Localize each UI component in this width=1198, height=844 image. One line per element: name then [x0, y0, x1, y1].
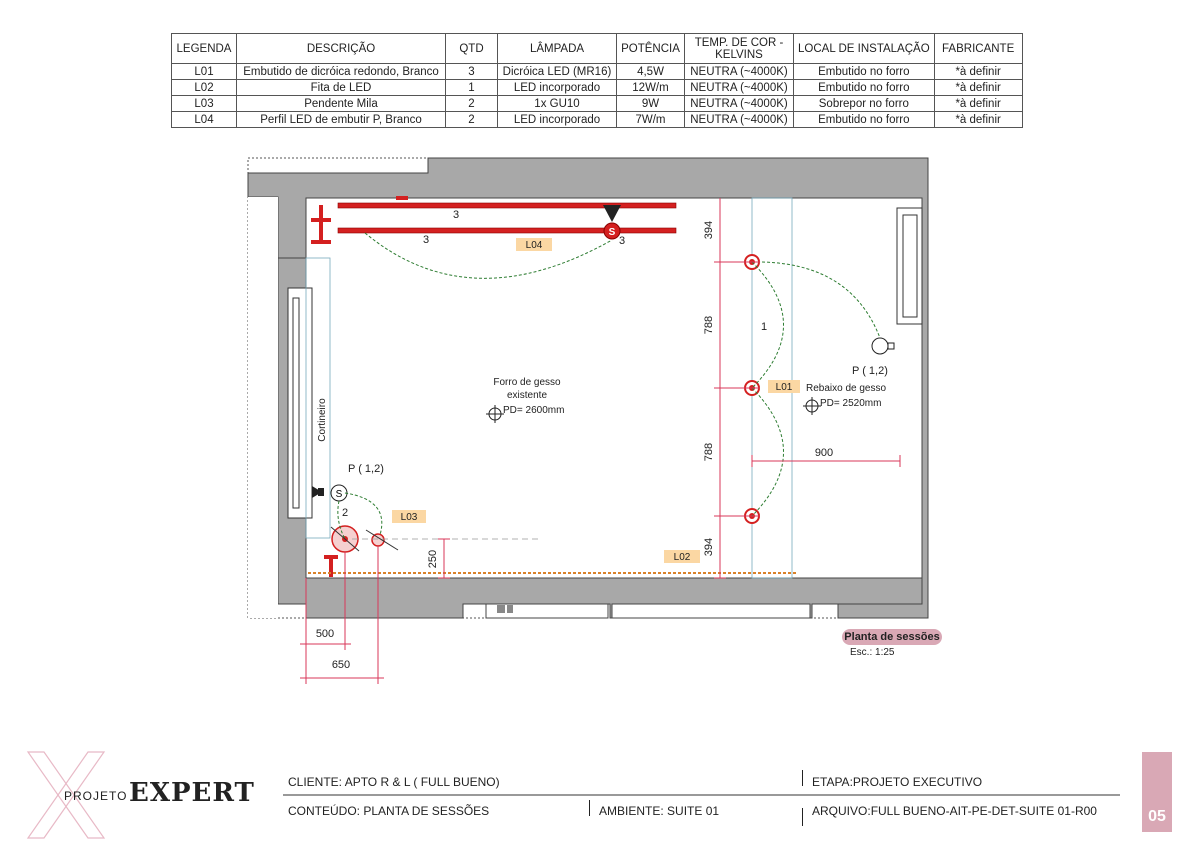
page-number-box	[1142, 752, 1172, 832]
table-cell: L04	[172, 112, 237, 128]
file-value: FULL BUENO-AIT-PE-DET-SUITE 01-R00	[870, 804, 1097, 818]
logo-text-projeto: PROJETO	[64, 789, 128, 803]
window-left	[288, 288, 312, 518]
table-cell: NEUTRA (~4000K)	[685, 96, 794, 112]
table-cell: Embutido no forro	[794, 112, 935, 128]
column-header: QTD	[446, 34, 498, 64]
ceiling-main-label: existente	[506, 390, 548, 401]
client-field	[288, 775, 500, 789]
stage-label: ETAPA:	[812, 775, 853, 789]
switch-box-icon	[888, 343, 894, 349]
table-cell: 1x GU10	[498, 96, 617, 112]
led-profile-upper	[338, 203, 676, 208]
dim-label: 900	[814, 447, 834, 459]
left-void	[248, 197, 278, 618]
wardrobe-opening	[612, 604, 810, 618]
page-number: 05	[1148, 808, 1166, 825]
table-cell: 2	[446, 112, 498, 128]
table-cell: Dicróica LED (MR16)	[498, 64, 617, 80]
window-right-frame	[903, 215, 917, 317]
client-value: APTO R & L ( FULL BUENO)	[344, 775, 500, 789]
table-cell: Embutido no forro	[794, 64, 935, 80]
tag-l02: L02	[673, 552, 691, 563]
table-cell: Embutido de dicróica redondo, Branco	[237, 64, 446, 80]
switch-label-left: P ( 1,2)	[348, 463, 384, 475]
dim-label: 650	[331, 659, 351, 671]
switch-label-right: P ( 1,2)	[852, 365, 888, 377]
switch-icon	[872, 338, 888, 354]
table-cell: NEUTRA (~4000K)	[685, 112, 794, 128]
outlet-icon	[507, 605, 513, 613]
switch-symbol: S	[335, 489, 343, 500]
table-cell: 2	[446, 96, 498, 112]
footer-divider	[802, 770, 803, 786]
table-cell: 7W/m	[617, 112, 685, 128]
dim-label: 788	[703, 315, 715, 335]
client-label: CLIENTE:	[288, 775, 343, 789]
count-label: 3	[619, 235, 626, 247]
dim-label: 394	[703, 537, 715, 557]
column-header: LÂMPADA	[498, 34, 617, 64]
table-cell: Sobrepor no forro	[794, 96, 935, 112]
table-cell: L02	[172, 80, 237, 96]
table-cell: L03	[172, 96, 237, 112]
footer-divider	[589, 800, 590, 816]
table-cell: NEUTRA (~4000K)	[685, 64, 794, 80]
curtain-label: Cortineiro	[317, 398, 328, 442]
table-cell: 12W/m	[617, 80, 685, 96]
file-field	[812, 804, 1097, 818]
stage-value: PROJETO EXECUTIVO	[852, 775, 983, 789]
environment-field	[599, 804, 719, 818]
count-label: 3	[423, 234, 430, 246]
ceiling-right-height: PD= 2520mm	[820, 398, 882, 409]
wall-lamp-base-icon	[318, 488, 324, 496]
table-cell: *à definir	[934, 64, 1022, 80]
t-fixture-base	[311, 240, 331, 244]
environment-label: AMBIENTE:	[599, 804, 664, 818]
column-header: POTÊNCIA	[617, 34, 685, 64]
column-header: LOCAL DE INSTALAÇÃO	[794, 34, 935, 64]
count-label: 2	[342, 507, 349, 519]
section-plan-badge: Planta de sessões	[842, 629, 942, 645]
environment-value: SUITE 01	[667, 804, 720, 818]
dim-label: 788	[703, 442, 715, 462]
t-fixture-bar	[311, 218, 331, 222]
table-cell: 9W	[617, 96, 685, 112]
led-profile-lower	[338, 228, 676, 233]
table-cell: L01	[172, 64, 237, 80]
dim-label: 500	[315, 628, 335, 640]
count-label: 1	[761, 321, 768, 333]
content-label: CONTEÚDO:	[288, 804, 360, 818]
tag-l01: L01	[775, 382, 793, 393]
column-header: FABRICANTE	[934, 34, 1022, 64]
table-cell: Embutido no forro	[794, 80, 935, 96]
outlet-icon	[497, 605, 505, 613]
content-field	[288, 804, 489, 818]
count-label: 3	[453, 209, 460, 221]
table-cell: NEUTRA (~4000K)	[685, 80, 794, 96]
table-cell: Fita de LED	[237, 80, 446, 96]
t-fixture-stem	[319, 205, 323, 241]
ceiling-right-label: Rebaixo de gesso	[806, 383, 887, 394]
column-header: LEGENDA	[172, 34, 237, 64]
logo-text-expert: EXPERT	[129, 778, 255, 808]
dim-label: 250	[427, 549, 439, 569]
table-cell: Pendente Mila	[237, 96, 446, 112]
tag-l03: L03	[400, 512, 418, 523]
footer-divider	[802, 808, 803, 826]
column-header: TEMP. DE COR - KELVINS	[685, 34, 794, 64]
window-left-frame	[293, 298, 299, 508]
profile-driver-icon	[396, 196, 408, 200]
scale-label: Esc.: 1:25	[850, 647, 895, 658]
content-value: PLANTA DE SESSÕES	[363, 804, 490, 818]
table-cell: Perfil LED de embutir P, Branco	[237, 112, 446, 128]
tag-l04: L04	[525, 240, 543, 251]
table-cell: *à definir	[934, 112, 1022, 128]
table-cell: LED incorporado	[498, 112, 617, 128]
stage-field	[812, 775, 982, 789]
table-cell: 1	[446, 80, 498, 96]
dim-label: 394	[703, 220, 715, 240]
table-cell: *à definir	[934, 80, 1022, 96]
file-label: ARQUIVO:	[812, 804, 871, 818]
column-header: DESCRIÇÃO	[237, 34, 446, 64]
table-cell: LED incorporado	[498, 80, 617, 96]
ceiling-main-height: PD= 2600mm	[503, 405, 565, 416]
table-cell: *à definir	[934, 96, 1022, 112]
ceiling-main-label: Forro de gesso	[493, 377, 561, 388]
table-cell: 4,5W	[617, 64, 685, 80]
switch-symbol: S	[608, 227, 616, 238]
table-cell: 3	[446, 64, 498, 80]
